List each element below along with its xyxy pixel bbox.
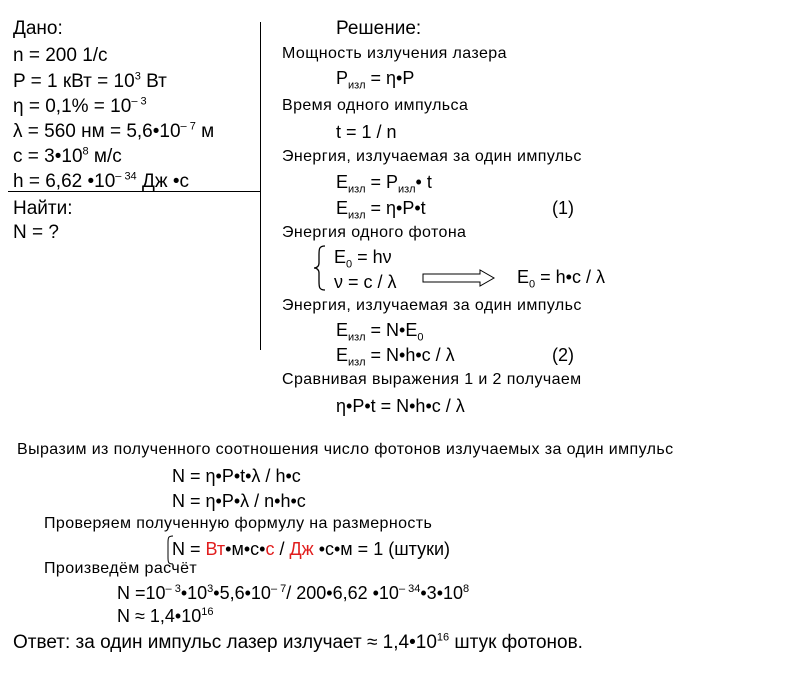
formula-3: $E_{изл}$ = $P_{изл}•$ t: [336, 172, 432, 196]
given-planck: h = 6,62 $•10^{- 34}$ Дж •с: [13, 170, 189, 192]
solution-step-1: Мощность излучения лазера: [282, 45, 507, 62]
formula-7: $E_0$ = h•c / λ: [517, 267, 605, 291]
formula-8: $E_{изл}$ = $N•E_0$: [336, 320, 424, 344]
check-text: Проверяем полученную формулу на размерность: [44, 515, 433, 532]
formula-1: $P_{изл}$ = η•P: [336, 68, 415, 92]
solution-step-6: Сравнивая выражения 1 и 2 получаем: [282, 371, 582, 388]
given-power: P = 1 кВт = $10^3$ Вт: [13, 70, 167, 92]
formula-11: N = η•P•t•λ / h•c: [172, 466, 301, 486]
system-brace: [312, 245, 328, 291]
formula-5: $E_0 = h\nu$: [334, 247, 392, 271]
solution-step-2: Время одного импульса: [282, 97, 469, 114]
vertical-divider: [260, 22, 261, 350]
formula-4: $E_{изл}$ = η•P•t: [336, 198, 426, 222]
calc-text: Произведём расчёт: [44, 560, 198, 577]
given-efficiency: $\eta = 0,1\% = 10^{- 3}$: [13, 95, 147, 117]
solution-heading: Решение:: [336, 18, 422, 39]
formula-13: $N =10^{- 3}•10^3•5,6•10^{- 7}/$ 200•6,62 $•10^{- 34}•3•10^8$: [117, 583, 470, 603]
equation-number-2: (2): [552, 345, 574, 365]
formula-2: t = 1 / n: [336, 122, 397, 142]
solution-step-5: Энергия, излучаемая за один импульс: [282, 297, 582, 314]
implication-arrow-icon: [422, 268, 496, 288]
dimension-check: N = Вт•м•с•с / Дж •с•м = 1 (штуки): [172, 539, 451, 559]
given-light-speed: $c = 3•10^8$ м/с: [13, 145, 122, 167]
formula-10: η•P•t = N•h•c / λ: [336, 396, 465, 416]
formula-14: $N \approx 1,4•10^{16}$: [117, 606, 214, 626]
given-n: n = 200 1/с: [13, 45, 108, 66]
answer: Ответ: за один импульс лазер излучает ≈ $1,4•10^{16}$ штук фотонов.: [13, 631, 583, 653]
express-text: Выразим из полученного соотношения число фотонов излучаемых за один импульс: [17, 441, 674, 458]
formula-12: N = η•P•λ / n•h•c: [172, 491, 306, 511]
find-heading: Найти:: [13, 198, 73, 219]
solution-step-4: Энергия одного фотона: [282, 224, 467, 241]
given-wavelength: λ = 560 нм = $5,6•10^{- 7}$ м: [13, 120, 215, 142]
solution-step-3: Энергия, излучаемая за один импульс: [282, 148, 582, 165]
formula-9: $E_{изл}$ = N•h•c / λ: [336, 345, 455, 369]
formula-6: ν = c / λ: [334, 272, 397, 292]
equation-number-1: (1): [552, 198, 574, 218]
find-value: N = ?: [13, 222, 59, 243]
given-heading: Дано:: [13, 18, 63, 39]
